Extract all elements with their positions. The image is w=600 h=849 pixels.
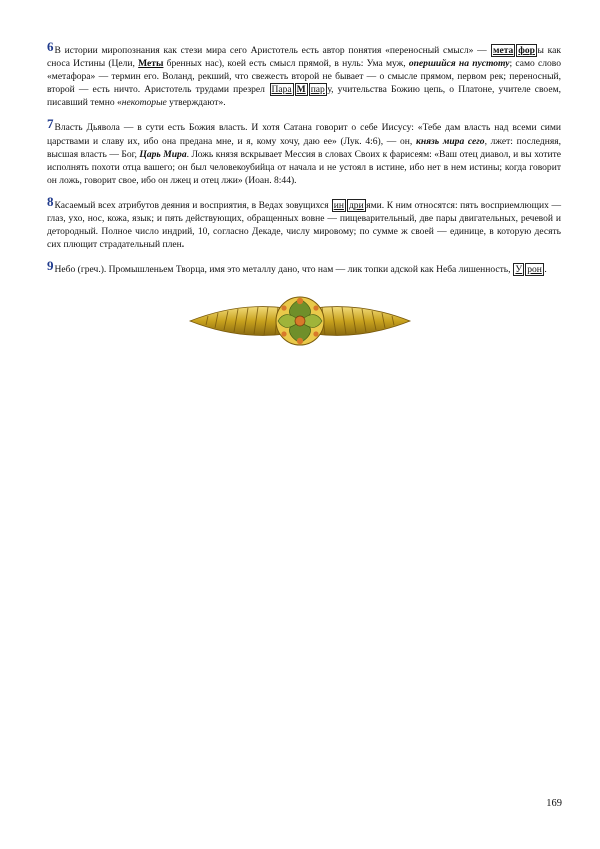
footnote-6 (47, 40, 561, 109)
boxed-syllable: У (515, 264, 523, 276)
text: утверждают». (166, 97, 226, 109)
boxed-syllable: мета (492, 45, 514, 56)
bold-underlined-word: Меты (138, 58, 164, 70)
footnote-number: 6 (47, 39, 54, 54)
footnote-number: 9 (47, 258, 54, 274)
footnotes (47, 40, 561, 284)
page-number: 169 (546, 798, 562, 809)
emphasis: опершийся на пустоту (408, 58, 510, 70)
boxed-syllable: ин (333, 199, 344, 211)
text: , лжет: последняя, высшая власть — Бог, (47, 135, 562, 160)
text: . Ложь князя вскрывает Мессия в словах Своих к фарисеям: «Ваш отец диавол, и вы хотите исполнять похоти отца вашего; он был человекоубийца от начала и не устоял в истине, ибо нет в нем истины; когда говорит он ложь, говорит свое, ибо он лжец и отец лжи» (Иоан. 8:44). (47, 148, 561, 186)
text: . (544, 264, 547, 276)
text: Власть Дьявола — в сути есть Божия власть. И хотя Сатана говорит о себе Иисусу: «Тебе дам власть над всеми сими царствами и славу их, ибо она предана мне, и я, кому хочу, даю ее» (Лук. 4:6), — он, (47, 122, 561, 147)
footnote-number: 8 (47, 193, 54, 209)
footnote-9 (47, 259, 561, 276)
boxed-syllable: М (296, 84, 306, 96)
text: ями. К ним относятся: пять восприемлющих — глаз, ухо, нос, кожа, язык; и пять действующих, обращенных вовне — пищеварительный, две пары двигательных, речевой и детородный. Полное число индрий, 10, согласно Декаде, числу мировому; по сумме ж своей — единице, в которую десять сих плющит страдательный плен (47, 199, 561, 251)
text: Небо (греч.). Промышленьем Творца, имя это металлу дано, что нам — лик топки адской как Неба лишенность, (54, 264, 513, 276)
emphasis: Царь Мира (139, 148, 187, 160)
text: у, учительства Божию цепь, о Платоне, учителе своем, писавший темно « (47, 84, 561, 109)
emphasis: князь мира сего (416, 135, 485, 147)
boxed-syllable: Пара (271, 84, 292, 96)
bold-period: . (181, 239, 185, 251)
boxed-syllable: пар (310, 84, 325, 96)
text: ы как сноса Истины (Цели, (47, 45, 562, 70)
boxed-syllable: фор (518, 45, 535, 56)
footnote-7 (47, 117, 561, 186)
footnote-number: 7 (47, 116, 54, 132)
text: бренных нас), коей есть смысл прямой, в нуль: Ума муж, (163, 58, 409, 70)
text: В истории миропознания как стези мира сего Аристотель есть автор понятия «переносный смысл» — (54, 45, 491, 56)
gold-filigree-divider-icon (188, 292, 412, 350)
boxed-syllable: дри (348, 199, 364, 211)
text: Касаемый всех атрибутов деяния и восприятия, в Ведах зовущихся (54, 199, 332, 211)
text: ; само слово «метафора» — термин его. Воланд, рекший, что свежесть второй не бывает — о смысле прямом, первом рек; переносный, второй — есть ничто. Аристотель трудами презрел (47, 58, 561, 96)
boxed-syllable: рон (527, 264, 542, 276)
footnote-8 (47, 195, 561, 251)
italic-word: некоторые (121, 97, 167, 109)
